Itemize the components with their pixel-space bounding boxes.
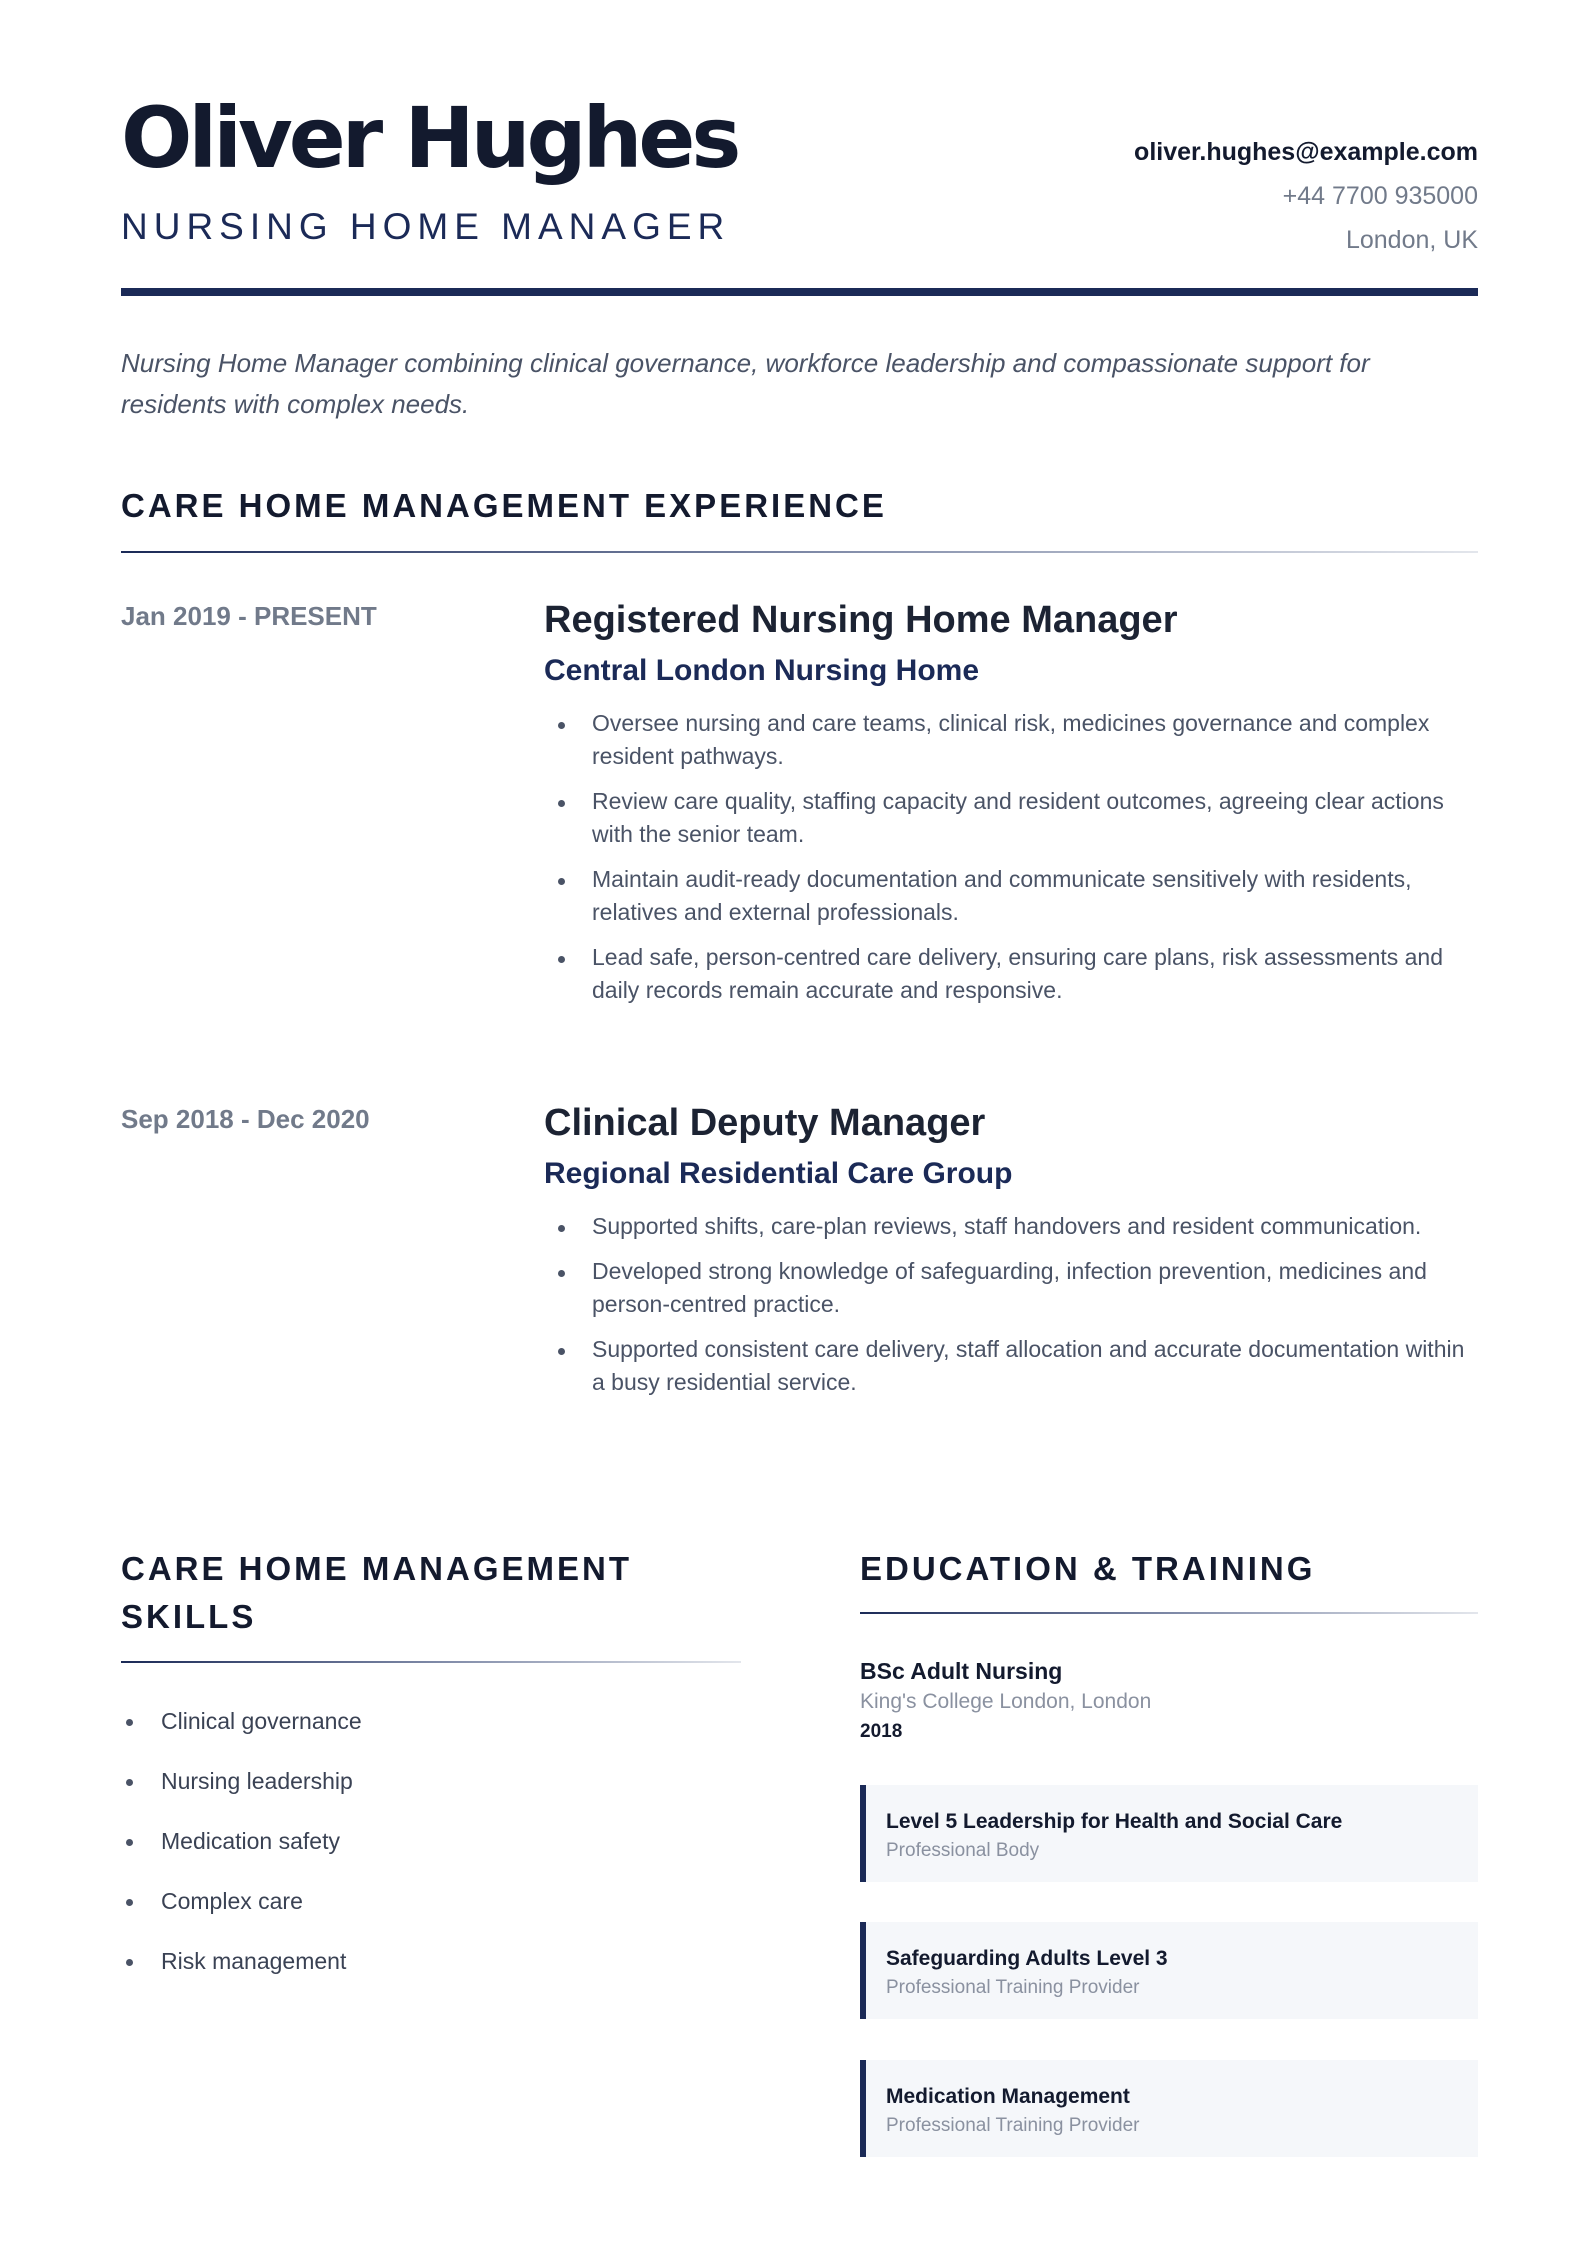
- certification-org: Professional Training Provider: [886, 2115, 1140, 2136]
- certification-card: [860, 2060, 1478, 2157]
- certification-title: Medication Management: [886, 2085, 1130, 2108]
- summary-text: Nursing Home Manager combining clinical governance, workforce leadership and compassionate support for residents with complex needs.: [121, 348, 1370, 419]
- job-company: Central London Nursing Home: [544, 654, 979, 687]
- job-dates: Sep 2018 - Dec 2020: [121, 1104, 370, 1134]
- job-bullet: Oversee nursing and care teams, clinical risk, medicines governance and complex resident pathways.: [544, 707, 1478, 773]
- experience-divider: [121, 551, 1478, 553]
- candidate-name: Oliver Hughes: [121, 89, 738, 187]
- skill-item: Clinical governance: [121, 1703, 362, 1739]
- job-bullet: Lead safe, person-centred care delivery, ensuring care plans, risk assessments and daily records remain accurate and responsive.: [544, 941, 1478, 1007]
- certification-title: Safeguarding Adults Level 3: [886, 1947, 1168, 1970]
- education-heading: EDUCATION & TRAINING: [860, 1550, 1316, 1587]
- contact-block: [1134, 130, 1478, 262]
- job-title: NURSING HOME MANAGER: [121, 206, 731, 247]
- certification-org: Professional Training Provider: [886, 1977, 1140, 1998]
- skill-item: Risk management: [121, 1943, 362, 1979]
- skills-list: [121, 1703, 362, 2003]
- skill-item: Medication safety: [121, 1823, 362, 1859]
- graduation-year: 2018: [860, 1721, 903, 1742]
- job-bullet: Maintain audit-ready documentation and communicate sensitively with residents, relatives and external professionals.: [544, 863, 1478, 929]
- certification-org: Professional Body: [886, 1840, 1040, 1861]
- job-bullet: Supported consistent care delivery, staff allocation and accurate documentation within a busy residential service.: [544, 1333, 1478, 1399]
- education-divider: [860, 1612, 1478, 1614]
- header-divider: [121, 288, 1478, 296]
- email-text: oliver.hughes@example.com: [1134, 138, 1478, 166]
- education-entry: [860, 1655, 1151, 1747]
- job-bullet: Developed strong knowledge of safeguarding, infection prevention, medicines and person-centred practice.: [544, 1255, 1478, 1321]
- skills-heading: [121, 1545, 632, 1641]
- skills-divider: [121, 1661, 741, 1663]
- phone-text: +44 7700 935000: [1282, 182, 1478, 210]
- certification-title: Level 5 Leadership for Health and Social Care: [886, 1810, 1343, 1833]
- job-role: Registered Nursing Home Manager: [544, 599, 1178, 641]
- job-bullets: [544, 1210, 1478, 1411]
- institution-name: King's College London, London: [860, 1690, 1152, 1713]
- location-text: London, UK: [1345, 226, 1478, 254]
- job-dates: Jan 2019 - PRESENT: [121, 601, 377, 631]
- skill-item: Nursing leadership: [121, 1763, 362, 1799]
- job-role: Clinical Deputy Manager: [544, 1102, 986, 1144]
- job-company: Regional Residential Care Group: [544, 1157, 1013, 1190]
- job-bullets: [544, 707, 1478, 1019]
- job-bullet: Supported shifts, care-plan reviews, staff handovers and resident communication.: [544, 1210, 1478, 1243]
- skill-item: Complex care: [121, 1883, 362, 1919]
- certification-card: [860, 1785, 1478, 1882]
- degree-title: BSc Adult Nursing: [860, 1658, 1063, 1684]
- skills-heading-line: SKILLS: [121, 1598, 257, 1635]
- job-bullet: Review care quality, staffing capacity and resident outcomes, agreeing clear actions with the senior team.: [544, 785, 1478, 851]
- skills-heading-line: CARE HOME MANAGEMENT: [121, 1550, 632, 1587]
- certification-card: [860, 1922, 1478, 2019]
- experience-heading: CARE HOME MANAGEMENT EXPERIENCE: [121, 487, 887, 524]
